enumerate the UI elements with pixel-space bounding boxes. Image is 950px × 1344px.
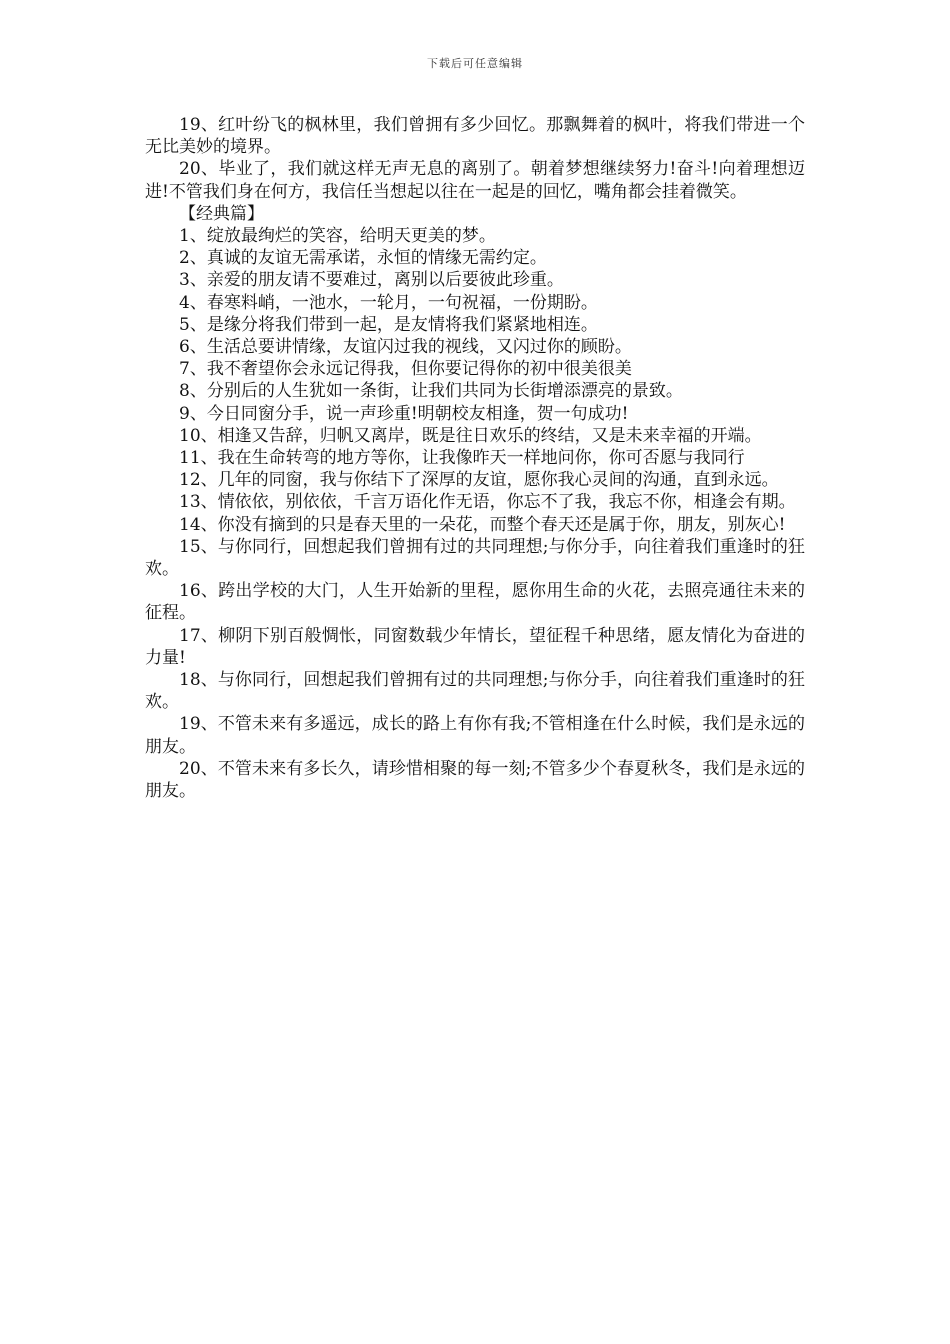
list-item: 4、春寒料峭，一池水，一轮月，一句祝福，一份期盼。	[179, 292, 598, 313]
list-item: 17、柳阴下别百般惆怅，同窗数载少年情长，望征程千种思绪，愿友情化为奋进的力量!	[145, 625, 805, 668]
list-item: 19、不管未来有多遥远，成长的路上有你有我;不管相逢在什么时候，我们是永远的朋友。	[145, 714, 805, 757]
list-item: 18、与你同行，回想起我们曾拥有过的共同理想;与你分手，向往着我们重逢时的狂欢。	[145, 670, 805, 713]
list-item: 8、分别后的人生犹如一条街，让我们共同为长街增添漂亮的景致。	[179, 381, 683, 402]
list-item: 7、我不奢望你会永远记得我，但你要记得你的初中很美很美	[179, 359, 632, 380]
paragraph: 20、毕业了，我们就这样无声无息的离别了。朝着梦想继续努力!奋斗!向着理想迈进!不管我们身在何方，我信任当想起以往在一起是的回忆，嘴角都会挂着微笑。	[145, 159, 805, 202]
list-item: 5、是缘分将我们带到一起，是友情将我们紧紧地相连。	[179, 314, 598, 335]
list-item: 10、相逢又告辞，归帆又离岸，既是往日欢乐的终结，又是未来幸福的开端。	[179, 425, 762, 446]
list-item: 6、生活总要讲情缘，友谊闪过我的视线，又闪过你的顾盼。	[179, 337, 632, 358]
list-item: 12、几年的同窗，我与你结下了深厚的友谊，愿你我心灵间的沟通，直到永远。	[179, 470, 779, 491]
list-item: 2、真诚的友谊无需承诺，永恒的情缘无需约定。	[179, 248, 547, 269]
paragraph: 19、红叶纷飞的枫林里，我们曾拥有多少回忆。那飘舞着的枫叶，将我们带进一个无比美妙的境界。	[145, 115, 805, 158]
list-item: 3、亲爱的朋友请不要难过，离别以后要彼此珍重。	[179, 270, 564, 291]
section-heading: 【经典篇】	[179, 203, 264, 224]
list-item: 11、我在生命转弯的地方等你，让我像昨天一样地问你，你可否愿与我同行	[179, 448, 745, 469]
list-item: 1、绽放最绚烂的笑容，给明天更美的梦。	[179, 226, 496, 247]
list-item: 20、不管未来有多长久，请珍惜相聚的每一刻;不管多少个春夏秋冬，我们是永远的朋友。	[145, 758, 805, 802]
document-body	[145, 114, 805, 802]
list-item: 14、你没有摘到的只是春天里的一朵花，而整个春天还是属于你，朋友，别灰心!	[179, 514, 786, 535]
list-item: 15、与你同行，回想起我们曾拥有过的共同理想;与你分手，向往着我们重逢时的狂欢。	[145, 536, 805, 580]
page-header: 下载后可任意编辑	[427, 57, 523, 70]
list-item: 13、情依依，别依依，千言万语化作无语，你忘不了我，我忘不你，相逢会有期。	[179, 492, 796, 513]
list-item: 16、跨出学校的大门，人生开始新的里程，愿你用生命的火花，去照亮通往未来的征程。	[145, 581, 805, 624]
list-item: 9、今日同窗分手，说一声珍重!明朝校友相逢，贺一句成功!	[179, 403, 629, 424]
